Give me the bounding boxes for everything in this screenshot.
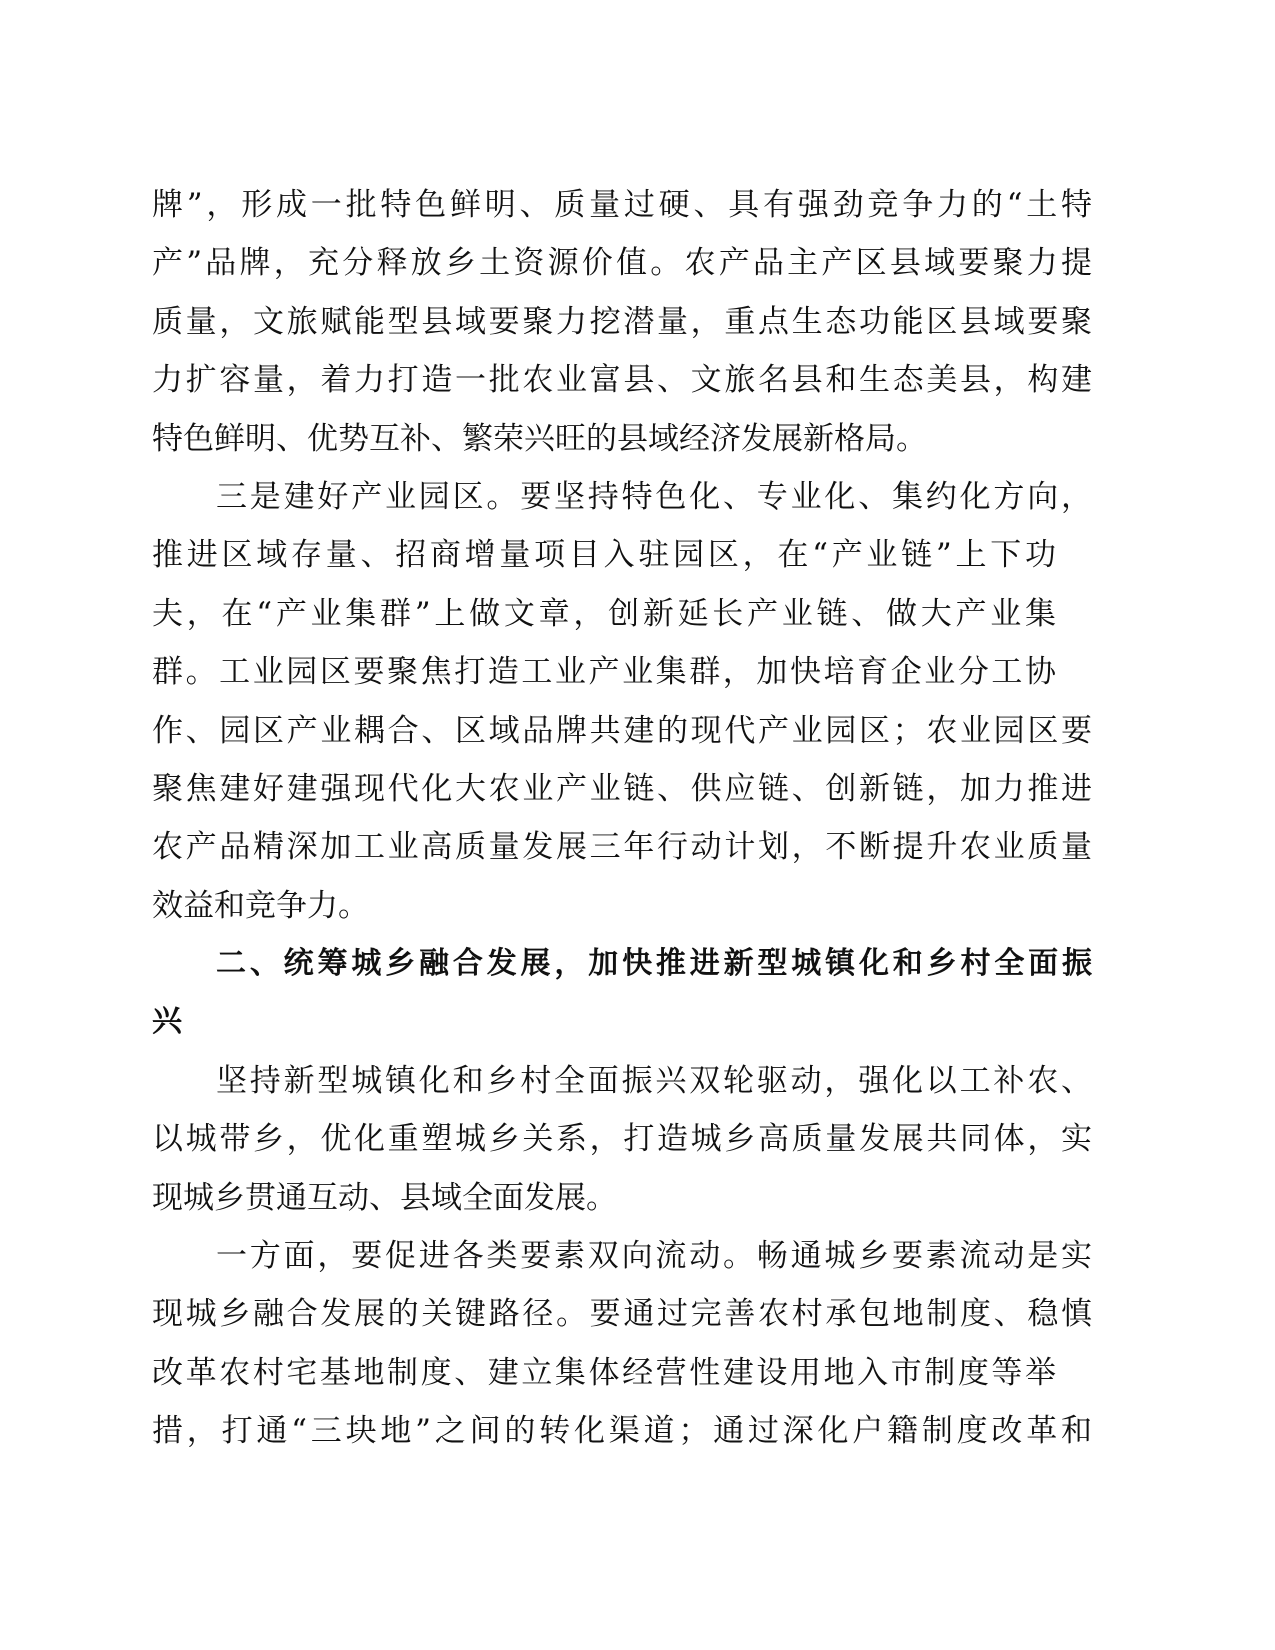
- section-heading: 二、统筹城乡融合发展，加快推进新型城镇化和乡村全面振: [216, 946, 1092, 982]
- text-line: 措，打通“三块地”之间的转化渠道；通过深化户籍制度改革和: [152, 1413, 1092, 1450]
- text-line: 力扩容量，着力打造一批农业富县、文旅名县和生态美县，构建: [152, 362, 1092, 399]
- text-line: 推进区域存量、招商增量项目入驻园区，在“产业链”上下功: [152, 537, 1056, 574]
- text-line: 坚持新型城镇化和乡村全面振兴双轮驱动，强化以工补农、: [216, 1062, 1092, 1099]
- text-line: 群。工业园区要聚焦打造工业产业集群，加快培育企业分工协: [152, 654, 1056, 691]
- text-line: 聚焦建好建强现代化大农业产业链、供应链、创新链，加力推进: [152, 770, 1092, 807]
- text-line: 一方面，要促进各类要素双向流动。畅通城乡要素流动是实: [216, 1238, 1092, 1275]
- text-line: 现城乡融合发展的关键路径。要通过完善农村承包地制度、稳慎: [152, 1296, 1092, 1333]
- text-line: 改革农村宅基地制度、建立集体经营性建设用地入市制度等举: [152, 1354, 1056, 1391]
- document-page: [152, 176, 1092, 1461]
- text-line: 农产品精深加工业高质量发展三年行动计划，不断提升农业质量: [152, 829, 1092, 866]
- text-line: 作、园区产业耦合、区域品牌共建的现代产业园区；农业园区要: [152, 712, 1092, 749]
- text-line: 质量，文旅赋能型县域要聚力挖潜量，重点生态功能区县域要聚: [152, 303, 1092, 340]
- text-line: 现城乡贯通互动、县域全面发展。: [152, 1179, 617, 1216]
- text-line: 产”品牌，充分释放乡土资源价值。农产品主产区县域要聚力提: [152, 245, 1092, 282]
- text-line: 效益和竞争力。: [152, 887, 369, 924]
- text-line: 三是建好产业园区。要坚持特色化、专业化、集约化方向，: [216, 478, 1092, 515]
- section-heading: 兴: [152, 1004, 182, 1040]
- text-line: 牌”，形成一批特色鲜明、质量过硬、具有强劲竞争力的“土特: [152, 187, 1092, 223]
- text-line: 夫，在“产业集群”上做文章，创新延长产业链、做大产业集: [152, 595, 1056, 632]
- text-line: 以城带乡，优化重塑城乡关系，打造城乡高质量发展共同体，实: [152, 1121, 1092, 1158]
- text-line: 特色鲜明、优势互补、繁荣兴旺的县域经济发展新格局。: [152, 420, 927, 457]
